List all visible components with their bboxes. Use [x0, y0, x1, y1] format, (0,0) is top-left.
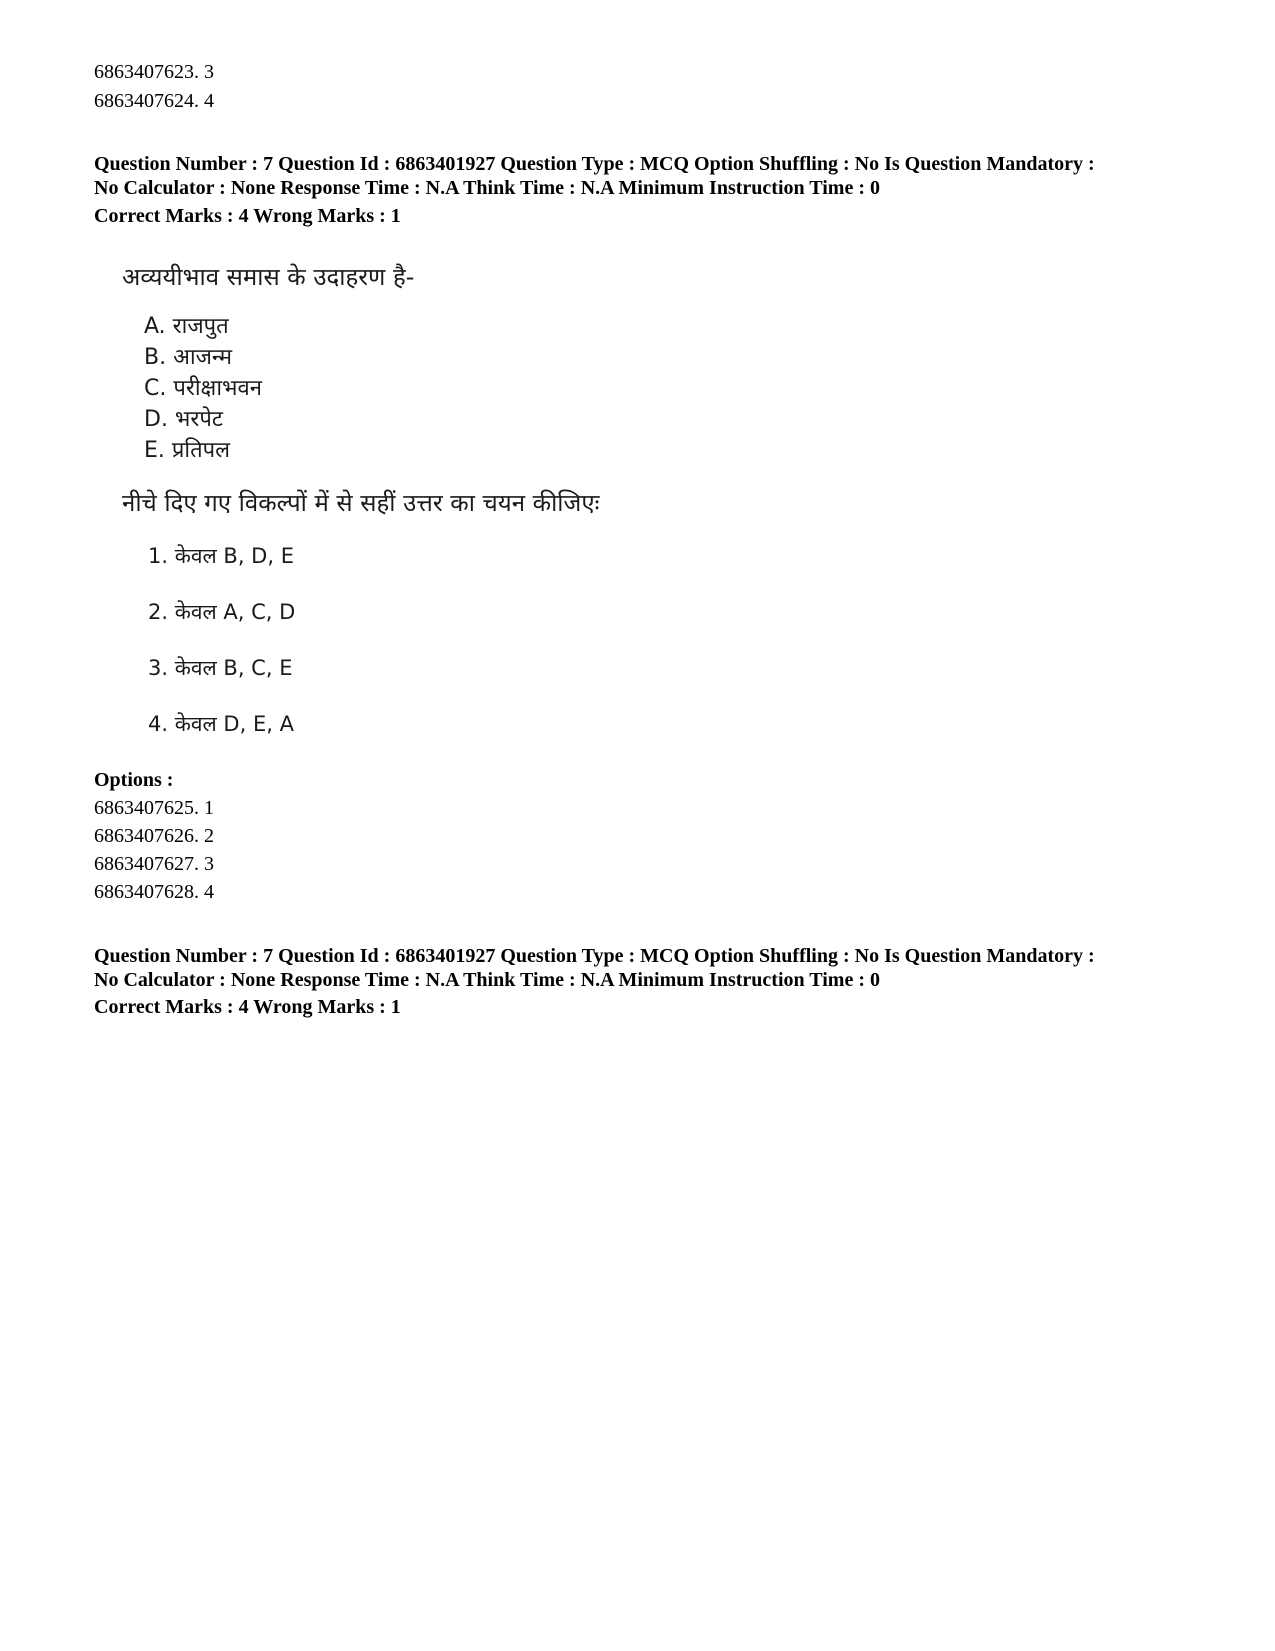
prev-option-4: 6863407624. 4: [94, 90, 214, 112]
question-image: [110, 260, 670, 780]
answer-choice-4: 4. केवल D, E, A: [148, 712, 294, 736]
statement-item-d: D. भरपेट: [144, 407, 223, 432]
question-marks: Correct Marks : 4 Wrong Marks : 1: [94, 205, 401, 227]
options-label: Options :: [94, 769, 174, 791]
statement-item-b: B. आजन्म: [144, 345, 233, 370]
option-1: 6863407625. 1: [94, 797, 214, 819]
answer-choice-1: 1. केवल B, D, E: [148, 544, 294, 568]
statement-item-a: A. राजपुत: [144, 314, 229, 339]
answer-choice-3: 3. केवल B, C, E: [148, 656, 293, 680]
question-instruction: नीचे दिए गए विकल्पों में से सहीं उत्तर का चयन कीजिएः: [122, 489, 600, 517]
question-stem: अव्ययीभाव समास के उदाहरण है-: [122, 263, 415, 291]
statement-item-e: E. प्रतिपल: [144, 438, 231, 463]
prev-option-3: 6863407623. 3: [94, 61, 214, 83]
answer-choice-2: 2. केवल A, C, D: [148, 600, 296, 624]
question-header-line1: Question Number : 7 Question Id : 6863401927 Question Type : MCQ Option Shuffling : No Is Question Mandatory :: [94, 153, 1095, 175]
next-question-header-line2: No Calculator : None Response Time : N.A Think Time : N.A Minimum Instruction Time : 0: [94, 969, 880, 991]
next-question-header-line1: Question Number : 7 Question Id : 6863401927 Question Type : MCQ Option Shuffling : No Is Question Mandatory :: [94, 945, 1095, 967]
option-2: 6863407626. 2: [94, 825, 214, 847]
option-3: 6863407627. 3: [94, 853, 214, 875]
option-4: 6863407628. 4: [94, 881, 214, 903]
statement-item-c: C. परीक्षाभवन: [144, 376, 262, 401]
question-header-line2: No Calculator : None Response Time : N.A Think Time : N.A Minimum Instruction Time : 0: [94, 177, 880, 199]
next-question-marks: Correct Marks : 4 Wrong Marks : 1: [94, 996, 401, 1018]
